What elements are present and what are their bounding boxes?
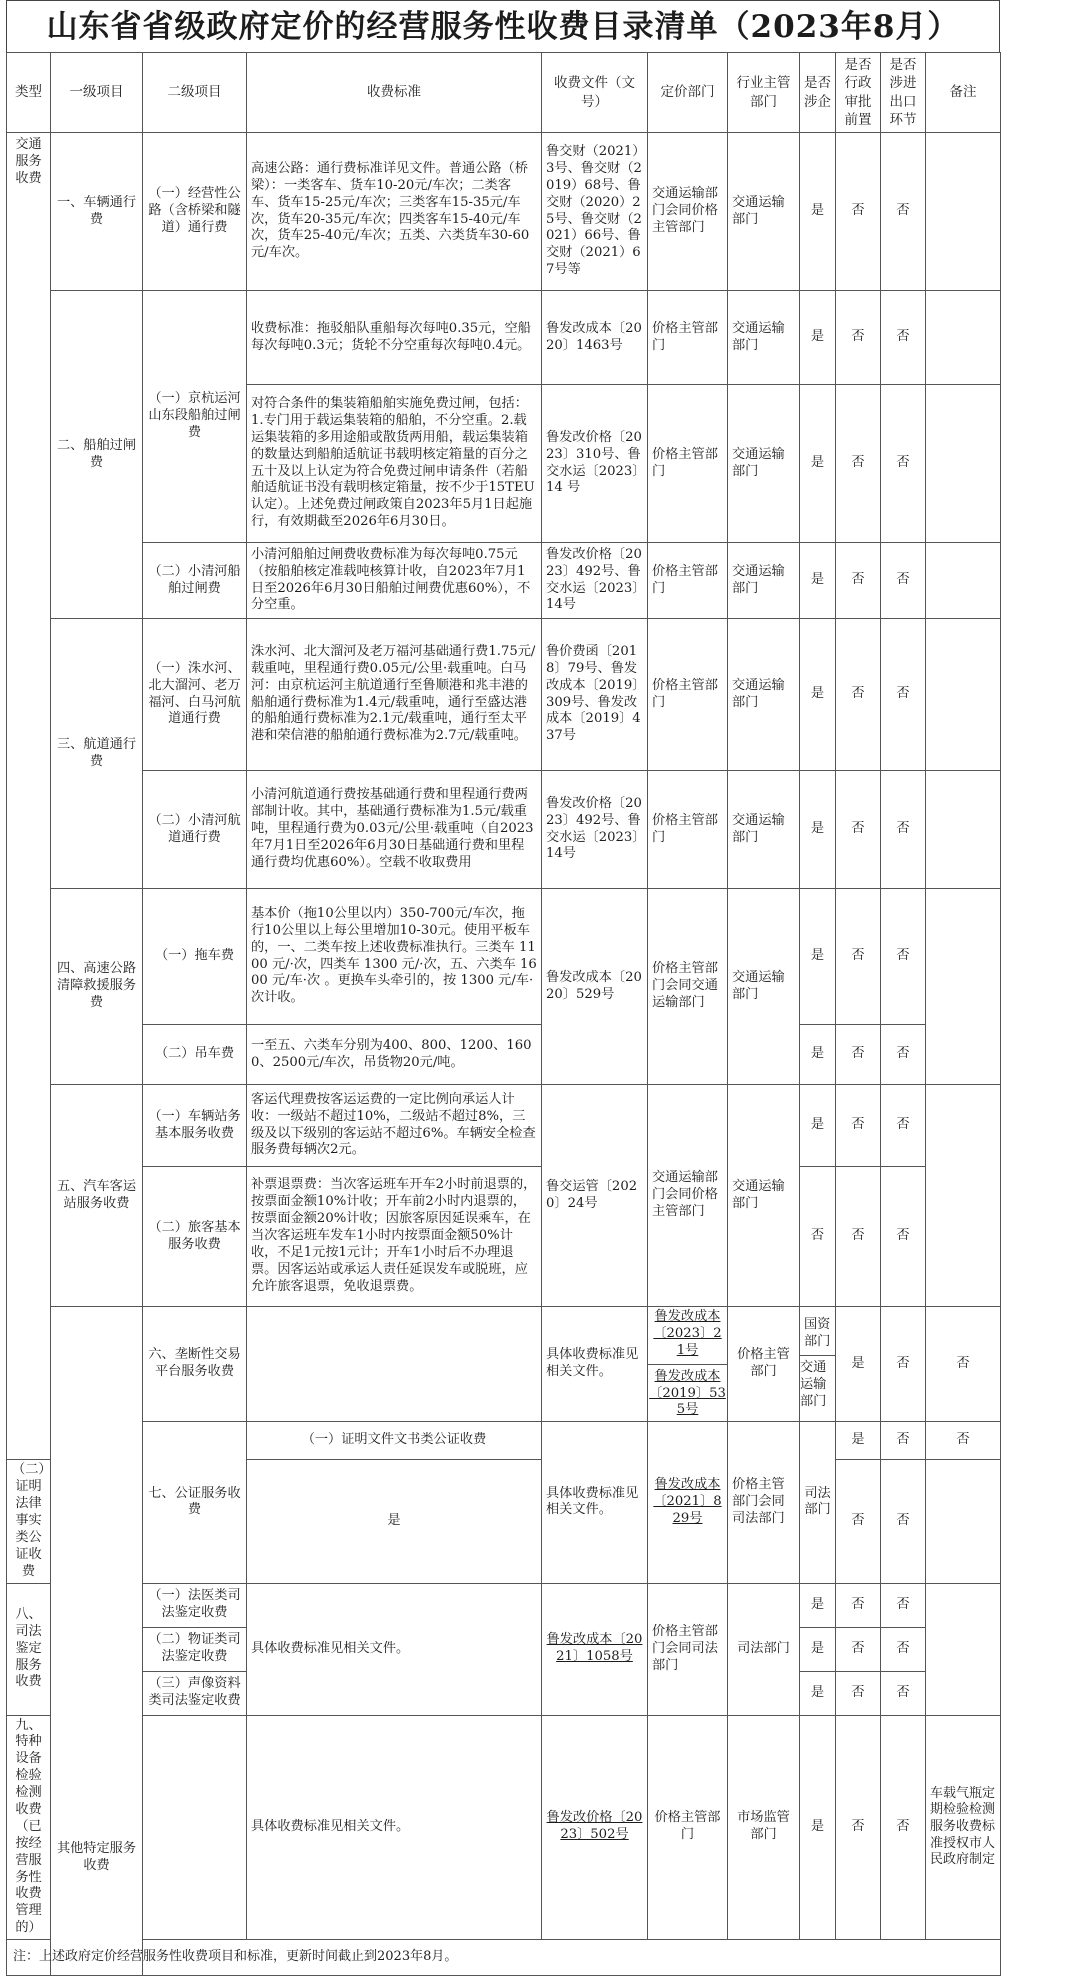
- approval-cell: 否: [836, 1085, 881, 1167]
- doc-cell: 鲁发改成本〔2020〕1463号: [542, 291, 648, 385]
- standard-cell: 客运代理费按客运运费的一定比例向承运人计收：一级站不超过10%，二级站不超过8%，三级及以下级别的客运站不超过6%。车辆安全检查服务费每辆次2元。: [247, 1085, 542, 1167]
- approval-cell: 否: [836, 619, 881, 771]
- standard-cell: 补票退票费：当次客运班车开车2小时前退票的，按票面金额10%计收；开车前2小时内退票的，按票面金额20%计收；因旅客原因延误乘车，在当次客运班车发车1小时内按票面金额50%计收，不足1元按1元计；开车1小时后不办理退票。因客运站或承运人责任延误发车或脱班，应允许旅客退票，免收退票费。: [247, 1167, 542, 1307]
- enterprise-cell: 是: [800, 133, 836, 291]
- approval-cell: 否: [881, 1307, 926, 1422]
- import-export-cell: 否: [881, 1627, 926, 1671]
- approval-cell: 否: [836, 1627, 881, 1671]
- approval-cell: 否: [836, 133, 881, 291]
- pricing-dept-cell: 价格主管部门会同交通运输部门: [648, 889, 728, 1085]
- header-import-export: 是否涉进出口环节: [881, 53, 926, 133]
- standard-cell: 洙水河、北大溜河及老万福河基础通行费1.75元/载重吨，里程通行费0.05元/公里·载重吨。白马河：由京杭运河主航道通行至鲁顺港和兆丰港的船舶通行费标准为1.4元/载重吨，通行至盛达港的船舶通行费标准为2.1元/载重吨，通行至太平港和荣信港的船舶通行费标准为2.7元/载重吨。: [247, 619, 542, 771]
- header-standard: 收费标准: [247, 53, 542, 133]
- import-export-cell: 否: [881, 133, 926, 291]
- import-export-cell: 否: [881, 1583, 926, 1627]
- import-export-cell: 否: [881, 771, 926, 889]
- doc-cell: 鲁交运管〔2020〕24号: [542, 1085, 648, 1307]
- approval-cell: 否: [836, 543, 881, 619]
- remark-cell: [926, 385, 1001, 543]
- level1-cell: 三、航道通行费: [51, 619, 143, 889]
- table-row: [7, 619, 1001, 771]
- level1-cell: 八、司法鉴定服务收费: [7, 1583, 51, 1715]
- level2-cell: （二）证明法律事实类公证收费: [7, 1460, 51, 1583]
- level2-cell: （一）车辆站务基本服务收费: [143, 1085, 247, 1167]
- table-row: [7, 543, 1001, 619]
- pricing-dept-cell: 交通运输部门会同价格主管部门: [648, 1085, 728, 1307]
- table-row: [7, 1422, 1001, 1460]
- pricing-dept-cell: 价格主管部门会同司法部门: [648, 1583, 728, 1715]
- level2-cell: （一）拖车费: [143, 889, 247, 1025]
- industry-dept-b: 交通运输部门: [800, 1360, 827, 1409]
- table-row: [7, 1167, 1001, 1307]
- approval-cell: 否: [836, 1167, 881, 1307]
- approval-cell: 否: [836, 1460, 881, 1583]
- standard-cell: 小清河航道通行费按基础通行费和里程通行费两部制计收。其中，基础通行费标准为1.5元/载重吨，里程通行费为0.03元/公里·载重吨（自2023年7月1日至2026年6月30日基础通行费和里程通行费均优惠60%）。空载不收取费用: [247, 771, 542, 889]
- industry-dept-cell: 交通运输部门: [728, 889, 800, 1085]
- industry-dept-cell: 交通运输部门: [728, 385, 800, 543]
- table-row: [7, 133, 1001, 291]
- import-export-cell: 否: [881, 385, 926, 543]
- type-cell-other: 其他特定服务收费: [51, 1307, 143, 1976]
- remark-cell: [926, 291, 1001, 385]
- import-export-cell: 否: [881, 543, 926, 619]
- header-type: 类型: [7, 53, 51, 133]
- import-export-cell: 否: [881, 1025, 926, 1085]
- import-export-cell: 否: [881, 889, 926, 1025]
- pricing-dept-cell: 价格主管部门会同司法部门: [728, 1422, 800, 1583]
- standard-cell: 对符合条件的集装箱船舶实施免费过闸，包括：1.专门用于载运集装箱的船舶，不分空重。2.载运集装箱的多用途船或散货两用船，载运集装箱的数量达到船舶适航证书载明核定箱量的百分之五十及以上认定为符合免费过闸申请条件（若船舶适航证书没有载明核定箱量，按不少于15TEU认定）。上述免费过闸政策自2023年5月1日起施行，有效期截至2026年6月30日。: [247, 385, 542, 543]
- industry-dept-cell: 交通运输部门: [728, 619, 800, 771]
- import-export-cell: 否: [926, 1307, 1001, 1422]
- doc-cell: [542, 1583, 648, 1715]
- pricing-dept-cell: 交通运输部门会同价格主管部门: [648, 133, 728, 291]
- approval-cell: 否: [881, 1422, 926, 1460]
- standard-cell: 收费标准：拖驳船队重船每次每吨0.35元，空船每次每吨0.3元；货轮不分空重每次每吨0.4元。: [247, 291, 542, 385]
- enterprise-cell: 是: [800, 291, 836, 385]
- level1-cell: 九、特种设备检验检测收费（已按经营服务性收费管理的）: [7, 1715, 51, 1940]
- level2-cell: （二）小清河船舶过闸费: [143, 543, 247, 619]
- doc-cell: 鲁价费函〔2018〕79号、鲁发改成本〔2019〕309号、鲁发改成本〔2019〕437号: [542, 619, 648, 771]
- level2-cell: [143, 1715, 247, 1940]
- level2-cell: （一）洙水河、北大溜河、老万福河、白马河航道通行费: [143, 619, 247, 771]
- level2-cell: （二）旅客基本服务收费: [143, 1167, 247, 1307]
- table-row: [7, 1715, 1001, 1940]
- header-pricing-dept: 定价部门: [648, 53, 728, 133]
- import-export-cell: 否: [881, 1460, 926, 1583]
- level2-cell: （一）经营性公路（含桥梁和隧道）通行费: [143, 133, 247, 291]
- table-row: [7, 1583, 1001, 1627]
- type-cell-transport: 交通服务收费: [7, 133, 51, 1460]
- enterprise-cell: 是: [836, 1422, 881, 1460]
- enterprise-cell: 是: [800, 1085, 836, 1167]
- approval-cell: 否: [836, 1715, 881, 1940]
- level2-cell: （二）物证类司法鉴定收费: [143, 1627, 247, 1671]
- enterprise-cell: 是: [800, 771, 836, 889]
- level2-cell: （三）声像资料类司法鉴定收费: [143, 1671, 247, 1715]
- header-enterprise: 是否涉企: [800, 53, 836, 133]
- import-export-cell: 否: [881, 291, 926, 385]
- footnote: 注：上述政府定价经营服务性收费项目和标准，更新时间截止到2023年8月。: [7, 1940, 1001, 1976]
- level1-cell: 一、车辆通行费: [51, 133, 143, 291]
- level2-cell: [247, 1307, 542, 1422]
- industry-dept-cell: 交通运输部门: [728, 133, 800, 291]
- remark-cell: [926, 889, 1001, 1085]
- industry-dept-cell: 交通运输部门: [728, 291, 800, 385]
- import-export-cell: 否: [881, 1671, 926, 1715]
- import-export-cell: 否: [881, 1085, 926, 1167]
- pricing-dept-cell: 价格主管部门: [728, 1307, 800, 1422]
- doc-link[interactable]: 鲁发改价格〔2023〕502号: [546, 1810, 643, 1843]
- approval-cell: 否: [836, 889, 881, 1025]
- fee-catalog-table: [6, 52, 1001, 1976]
- footnote-row: [7, 1940, 1001, 1976]
- standard-cell: 具体收费标准见相关文件。: [542, 1307, 648, 1422]
- pricing-dept-cell: 价格主管部门: [648, 771, 728, 889]
- remark-cell: [926, 619, 1001, 771]
- level2-cell: （一）京杭运河山东段船舶过闸费: [143, 291, 247, 543]
- doc-cell: 鲁发改价格〔2023〕310号、鲁交水运〔2023〕14 号: [542, 385, 648, 543]
- level2-cell: （二）小清河航道通行费: [143, 771, 247, 889]
- enterprise-cell: 是: [800, 889, 836, 1025]
- standard-cell: 具体收费标准见相关文件。: [247, 1583, 542, 1715]
- header-doc: 收费文件（文号）: [542, 53, 648, 133]
- enterprise-cell: 是: [247, 1460, 542, 1583]
- doc-cell: 鲁发改成本〔2020〕529号: [542, 889, 648, 1085]
- approval-cell: 否: [836, 1583, 881, 1627]
- remark-cell: [926, 1583, 1001, 1715]
- doc-cell: 鲁发改价格〔2023〕492号、鲁交水运〔2023〕14号: [542, 771, 648, 889]
- enterprise-cell: 是: [800, 1583, 836, 1627]
- doc-cell: [542, 1715, 648, 1940]
- remark-cell: [926, 771, 1001, 889]
- industry-dept-cell: 司法部门: [728, 1583, 800, 1715]
- enterprise-cell: 是: [800, 1627, 836, 1671]
- level1-cell: 六、垄断性交易平台服务收费: [143, 1307, 247, 1422]
- industry-dept-cell: 交通运输部门: [728, 543, 800, 619]
- header-level2: 二级项目: [143, 53, 247, 133]
- table-row: [7, 771, 1001, 889]
- enterprise-cell: 是: [800, 385, 836, 543]
- table-row: [7, 1307, 1001, 1422]
- remark-cell: [926, 543, 1001, 619]
- approval-cell: 否: [836, 771, 881, 889]
- level1-cell: 二、船舶过闸费: [51, 291, 143, 619]
- header-remark: 备注: [926, 53, 1001, 133]
- industry-dept-cell: 交通运输部门: [728, 771, 800, 889]
- header-level1: 一级项目: [51, 53, 143, 133]
- enterprise-cell: 是: [800, 619, 836, 771]
- table-row: [7, 889, 1001, 1025]
- pricing-dept-cell: 价格主管部门: [648, 385, 728, 543]
- industry-dept-a: 国资部门: [804, 1317, 831, 1350]
- pricing-dept-cell: 价格主管部门: [648, 291, 728, 385]
- enterprise-cell: 否: [800, 1167, 836, 1307]
- doc-link[interactable]: 鲁发改成本〔2021〕829号: [653, 1477, 722, 1526]
- standard-cell: 具体收费标准见相关文件。: [247, 1715, 542, 1940]
- doc-cell: [648, 1422, 728, 1583]
- standard-cell: 高速公路：通行费标准详见文件。普通公路（桥梁）：一类客车、货车10-20元/车次；二类客车、货车15-25元/车次；三类客车15-35元/车次，货车20-35元/车次；四类客车15-40元/车次，货车25-40元/车次；五类、六类货车30-60元/车次。: [247, 133, 542, 291]
- enterprise-cell: 是: [800, 543, 836, 619]
- approval-cell: 否: [836, 1671, 881, 1715]
- import-export-cell: 否: [926, 1422, 1001, 1460]
- standard-cell: 小清河船舶过闸费收费标准为每次每吨0.75元（按船舶核定准载吨核算计收，自2023年7月1日至2026年6月30日船舶过闸费优惠60%），不分空重。: [247, 543, 542, 619]
- level2-cell: （一）证明文件文书类公证收费: [247, 1422, 542, 1460]
- level1-cell: 五、汽车客运站服务收费: [51, 1085, 143, 1307]
- enterprise-cell: 是: [800, 1671, 836, 1715]
- table-row: [7, 1025, 1001, 1085]
- doc-cell: 鲁发改价格〔2023〕492号、鲁交水运〔2023〕14号: [542, 543, 648, 619]
- doc-link[interactable]: 鲁发改成本〔2023〕21号: [653, 1309, 722, 1358]
- standard-cell: 具体收费标准见相关文件。: [542, 1422, 648, 1583]
- level1-cell: 七、公证服务收费: [143, 1422, 247, 1583]
- table-row: [7, 291, 1001, 385]
- level2-cell: （二）吊车费: [143, 1025, 247, 1085]
- pricing-dept-cell: 价格主管部门: [648, 1715, 728, 1940]
- pricing-dept-cell: 价格主管部门: [648, 619, 728, 771]
- industry-dept-cell: [800, 1307, 836, 1422]
- import-export-cell: 否: [881, 1167, 926, 1307]
- approval-cell: 否: [836, 291, 881, 385]
- approval-cell: 否: [836, 385, 881, 543]
- remark-cell: [926, 133, 1001, 291]
- page-title: 山东省省级政府定价的经营服务性收费目录清单（2023年8月）: [6, 0, 1000, 52]
- remark-cell: [926, 1085, 1001, 1307]
- header-industry-dept: 行业主管部门: [728, 53, 800, 133]
- level1-cell: 四、高速公路清障救援服务费: [51, 889, 143, 1085]
- industry-dept-cell: 市场监管部门: [728, 1715, 800, 1940]
- table-row: [7, 1085, 1001, 1167]
- header-approval: 是否行政审批前置: [836, 53, 881, 133]
- approval-cell: 否: [836, 1025, 881, 1085]
- import-export-cell: 否: [881, 1715, 926, 1940]
- standard-cell: 一至五、六类车分别为400、800、1200、1600、2500元/车次，吊货物20元/吨。: [247, 1025, 542, 1085]
- table-header-row: [7, 53, 1001, 133]
- enterprise-cell: 是: [836, 1307, 881, 1422]
- enterprise-cell: 是: [800, 1715, 836, 1940]
- industry-dept-cell: 交通运输部门: [728, 1085, 800, 1307]
- doc-cell: 鲁交财（2021）3号、鲁交财（2019）68号、鲁交财（2020）25号、鲁交财（2021）66号、鲁交财（2021）67号等: [542, 133, 648, 291]
- doc-link[interactable]: 鲁发改成本〔2019〕535号: [649, 1368, 726, 1418]
- remark-cell: 车载气瓶定期检验检测服务收费标准授权市人民政府制定: [926, 1715, 1001, 1940]
- enterprise-cell: 是: [800, 1025, 836, 1085]
- doc-link[interactable]: 鲁发改成本〔2021〕1058号: [546, 1632, 643, 1665]
- pricing-dept-cell: 价格主管部门: [648, 543, 728, 619]
- doc-cell: [648, 1307, 728, 1422]
- industry-dept-cell: 司法部门: [800, 1422, 836, 1583]
- import-export-cell: 否: [881, 619, 926, 771]
- standard-cell: 基本价（拖10公里以内）350-700元/车次，拖行10公里以上每公里增加10-30元。使用平板车的，一、二类车按上述收费标准执行。三类车 1100 元/·次，四类车 1300 元/·次，五、六类车 1600 元/车·次 。更换车头牵引的，按 1300 元/车·次计收。: [247, 889, 542, 1025]
- level2-cell: （一）法医类司法鉴定收费: [143, 1583, 247, 1627]
